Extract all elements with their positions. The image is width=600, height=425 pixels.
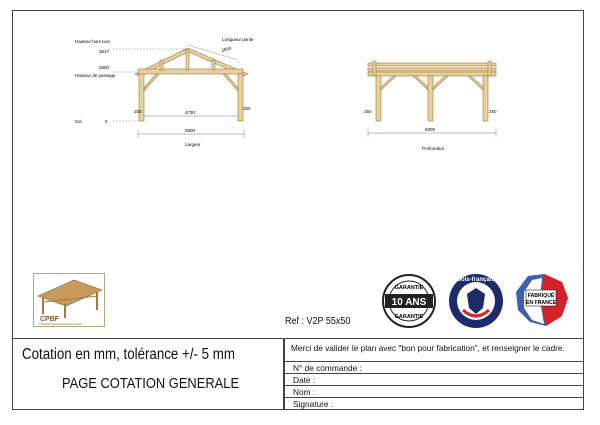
hauteur-hors-tout-value: 3517 bbox=[99, 49, 110, 54]
garantie-10-ans-badge bbox=[381, 273, 437, 329]
cpbf-logo-text: CPBF bbox=[40, 316, 60, 323]
garantie-main-text: 10 ANS bbox=[391, 297, 427, 308]
front-post-height-right: 250 bbox=[243, 106, 251, 111]
longueur-pente-label: Longueur pente bbox=[222, 37, 254, 42]
longueur-pente-value: 2850 bbox=[221, 45, 232, 53]
garantie-bottom-text: GARANTIE bbox=[394, 314, 424, 320]
fabrique-line2: EN FRANCE bbox=[525, 300, 557, 306]
reference-label: Ref : V2P 55x50 bbox=[285, 316, 351, 327]
cotation-tolerance-text: Cotation en mm, tolérance +/- 5 mm bbox=[22, 346, 235, 363]
nom-label: Nom : bbox=[293, 387, 316, 397]
cpbf-logo bbox=[33, 273, 105, 327]
sol-label: Sol bbox=[75, 119, 82, 124]
commande-label: N° de commande : bbox=[293, 363, 362, 373]
cpbf-carport-icon bbox=[34, 274, 104, 326]
total-width-value: 5500 bbox=[185, 128, 196, 133]
sol-value: 0 bbox=[105, 119, 108, 124]
hauteur-hors-tout-label: Hauteur hors tout bbox=[75, 39, 110, 44]
hauteur-passage-label: Hauteur de passage bbox=[75, 73, 116, 78]
total-depth-value: 5000 bbox=[425, 127, 436, 132]
page-title: PAGE COTATION GENERALE bbox=[62, 375, 240, 392]
side-post-height-right: 250 bbox=[489, 109, 497, 114]
validation-note: Merci de valider le plan avec "bon pour fabrication", et renseigner le cadre. bbox=[291, 343, 565, 353]
commande-row[interactable] bbox=[285, 361, 583, 373]
nom-row[interactable] bbox=[285, 385, 583, 397]
hauteur-passage-value: 2500 bbox=[99, 65, 110, 70]
signature-row[interactable] bbox=[285, 397, 583, 409]
cpbf-logo-subtitle: Conception Perseverance Bois Francais bbox=[39, 323, 82, 326]
side-post-height-left: 250 bbox=[364, 109, 372, 114]
date-label: Date : bbox=[293, 375, 316, 385]
fabrique-line1: FABRIQUÉ bbox=[527, 293, 555, 299]
side-frame bbox=[368, 61, 496, 121]
bois-francais-text: bois-français bbox=[457, 277, 495, 283]
side-view-caption: Profondeur bbox=[422, 146, 445, 151]
front-view-caption: Largeur bbox=[185, 142, 201, 147]
front-post-height-left: 250 bbox=[134, 109, 142, 114]
garantie-top-text: GARANTIE bbox=[394, 285, 424, 291]
validation-form bbox=[284, 338, 584, 410]
signature-label: Signature : bbox=[293, 399, 334, 409]
fabrique-en-france-badge bbox=[510, 270, 572, 330]
front-elevation-drawing bbox=[0, 0, 600, 200]
date-row[interactable] bbox=[285, 373, 583, 385]
bois-francais-badge bbox=[447, 272, 505, 330]
inner-width-value: 4730 bbox=[185, 110, 196, 115]
